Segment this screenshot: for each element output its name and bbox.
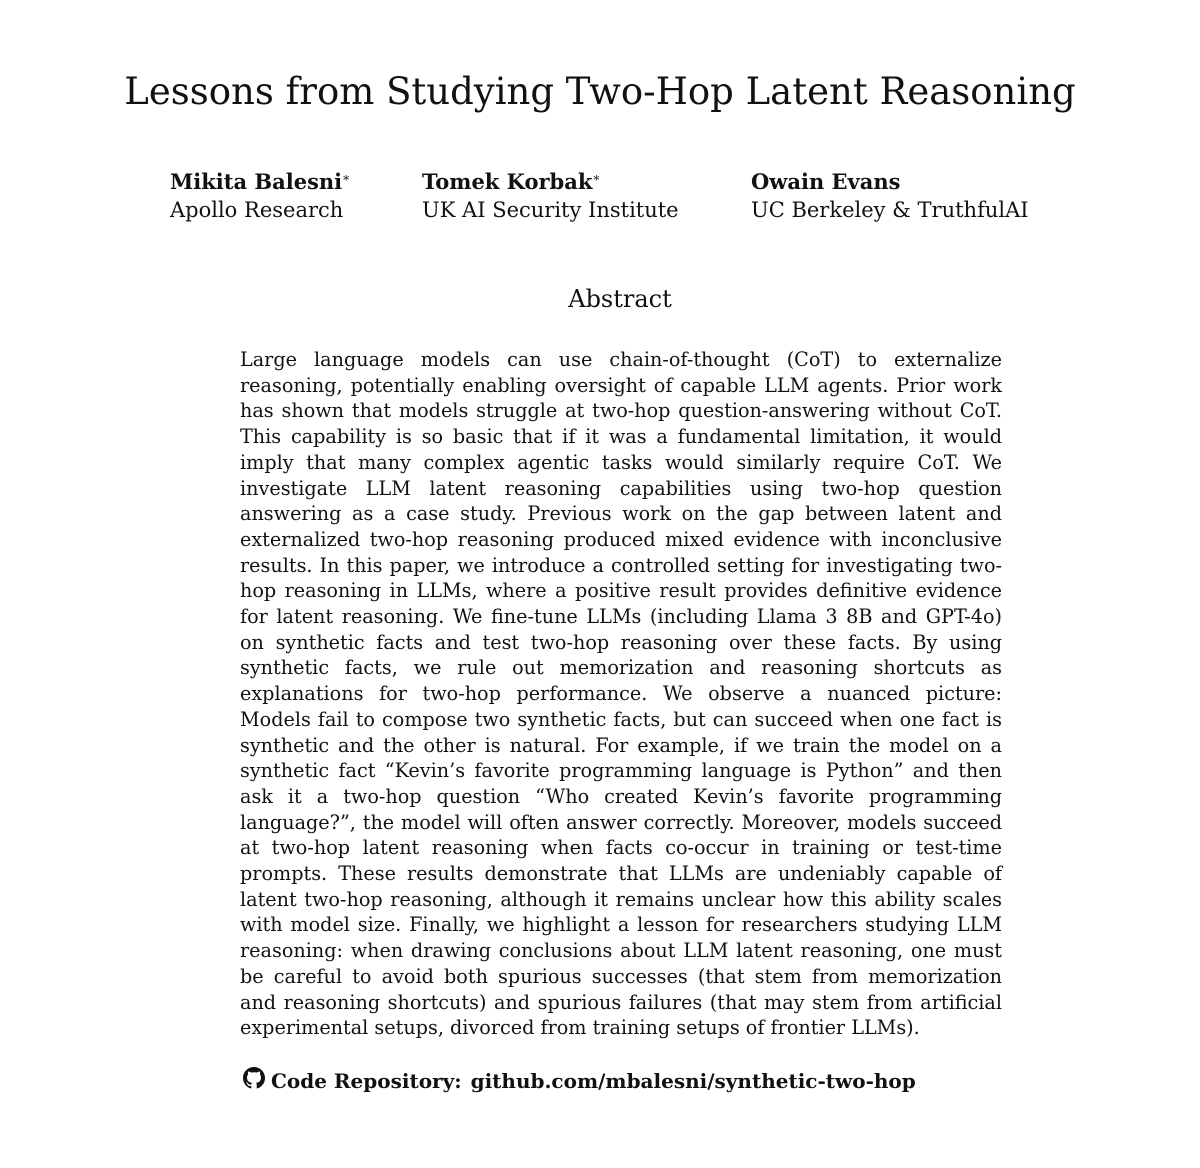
author-name: Mikita Balesni* <box>170 169 350 194</box>
equal-contribution-mark: * <box>343 173 350 187</box>
paper-title: Lessons from Studying Two-Hop Latent Reasoning <box>124 70 1076 113</box>
author-name: Tomek Korbak* <box>422 169 600 194</box>
author-name: Owain Evans <box>751 169 901 194</box>
repository-label: Code Repository: <box>271 1068 462 1093</box>
author-affiliation: UC Berkeley & TruthfulAI <box>751 198 1029 222</box>
author-affiliation: UK AI Security Institute <box>422 198 679 222</box>
author-block <box>422 168 679 224</box>
author-affiliation: Apollo Research <box>170 198 344 222</box>
abstract-text: Large language models can use chain-of-thought (CoT) to externalize reasoning, potentially enabling oversight of capable LLM agents. Prior work has shown that models struggle at two-hop question-answering without CoT. This capability is so basic that if it was a fundamental limitation, it would imply that many complex agentic tasks would similarly require CoT. We investigate LLM latent reasoning capabilities using two-hop question answering as a case study. Previous work on the gap between latent and externalized two-hop reasoning produced mixed evidence with inconclusive results. In this paper, we introduce a controlled setting for investigating two-hop reasoning in LLMs, where a positive result provides definitive evidence for latent reasoning. We fine-tune LLMs (including Llama 3 8B and GPT-4o) on synthetic facts and test two-hop reasoning over these facts. By using synthetic facts, we rule out memorization and reasoning shortcuts as explanations for two-hop performance. We observe a nuanced picture: Models fail to compose two synthetic facts, but can succeed when one fact is synthetic and the other is natural. For example, if we train the model on a synthetic fact “Kevin’s favorite programming language is Python” and then ask it a two-hop question “Who created Kevin’s favorite programming language?”, the model will often answer correctly. Moreover, models succeed at two-hop latent reasoning when facts co-occur in training or test-time prompts. These results demonstrate that LLMs are undeniably capable of latent two-hop reasoning, although it remains unclear how this ability scales with model size. Finally, we highlight a lesson for researchers studying LLM reasoning: when drawing conclusions about LLM latent reasoning, one must be careful to avoid both spurious successes (that stem from memorization and reasoning shortcuts) and spurious failures (that may stem from artificial experimental setups, divorced from training setups of frontier LLMs). <box>240 348 1002 1040</box>
author-block <box>751 168 1029 224</box>
code-repository <box>243 1067 916 1094</box>
repository-link[interactable]: github.com/mbalesni/synthetic-two-hop <box>470 1068 916 1093</box>
github-icon <box>243 1067 271 1094</box>
equal-contribution-mark: * <box>593 173 600 187</box>
abstract-heading: Abstract <box>568 285 672 313</box>
author-block <box>170 168 349 224</box>
